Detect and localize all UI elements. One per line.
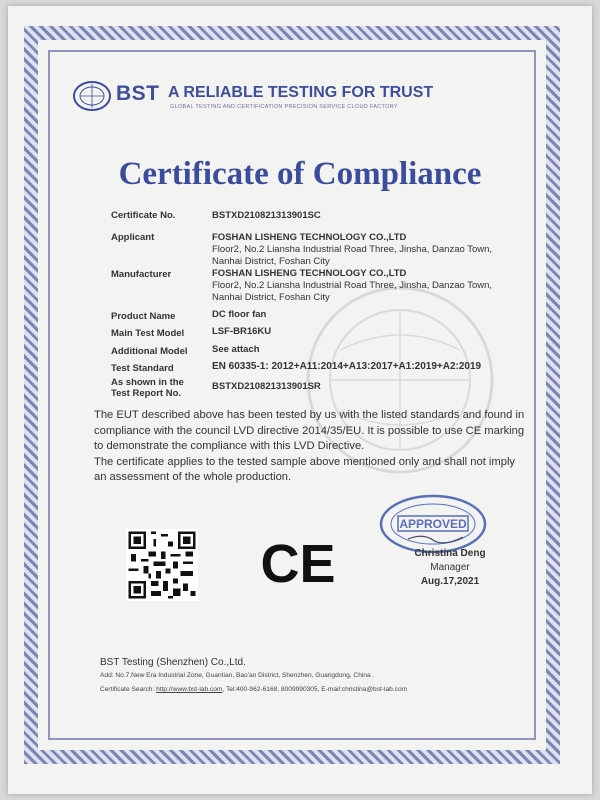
product-name-value: DC floor fan — [212, 309, 267, 320]
applicant-label: Applicant — [111, 232, 155, 243]
main-test-model-label: Main Test Model — [111, 328, 185, 339]
certificate-search-link[interactable]: http://www.bst-lab.com — [156, 686, 223, 693]
statement-line: compliance with the council LVD directive 2014/35/EU. It is possible to use CE marking — [94, 424, 525, 437]
footer-company: BST Testing (Shenzhen) Co.,Ltd. — [100, 657, 246, 668]
bst-seal-logo-icon — [72, 80, 112, 112]
additional-model-value: See attach — [212, 344, 260, 355]
manufacturer-address-line-1: Floor2, No.2 Liansha Industrial Road Three, Jinsha, Danzao Town, — [212, 280, 493, 291]
statement-line: The EUT described above has been tested by us with the listed standards and found in — [94, 409, 525, 421]
brand-subline: GLOBAL TESTING AND CERTIFICATION PRECISION SERVICE CLOUD FACTORY — [170, 104, 398, 110]
issue-date: Aug.17,2021 — [420, 576, 480, 587]
applicant-name: FOSHAN LISHENG TECHNOLOGY CO.,LTD — [212, 232, 407, 243]
manufacturer-address-line-2: Nanhai District, Foshan City — [212, 292, 330, 303]
qr-code-icon — [126, 529, 198, 601]
applicant-address-line-1: Floor2, No.2 Liansha Industrial Road Three, Jinsha, Danzao Town, — [212, 244, 493, 255]
footer-contact: , Tel:400-962-6168, 8009990305, E-mail:christina@bst-lab.com — [222, 686, 408, 693]
statement-line: The certificate applies to the tested sample above mentioned only and shall not imply — [94, 455, 516, 468]
ce-mark-icon — [258, 530, 338, 590]
manufacturer-label: Manufacturer — [111, 269, 172, 280]
footer-search-label: Certificate Search: — [100, 686, 157, 693]
certificate-no-value: BSTXD210821313901SC — [212, 210, 321, 221]
footer-search-line — [100, 686, 540, 693]
brand-name: BST — [116, 82, 160, 105]
signatory-title: Manager — [430, 562, 470, 573]
statement-line: an assessment of the whole production. — [94, 471, 292, 483]
certificate-no-label: Certificate No. — [111, 210, 176, 221]
footer-address: Add: No.7,New Era Industrial Zone, Guantian, Bao'an District, Shenzhen, Guangdong, China . — [100, 672, 375, 679]
ce-mark-text: CE — [260, 534, 336, 590]
stamp-text: APPROVED — [399, 517, 467, 531]
signatory-name: Christina Deng — [414, 548, 486, 559]
test-report-value: BSTXD210821313901SR — [212, 381, 321, 392]
applicant-address-line-2: Nanhai District, Foshan City — [212, 256, 330, 267]
statement-line: to demonstrate the compliance with this LVD Directive. — [94, 440, 365, 452]
approved-stamp-icon — [378, 493, 488, 555]
additional-model-label: Additional Model — [111, 346, 188, 357]
main-test-model-value: LSF-BR16KU — [212, 326, 272, 337]
test-standard-value: EN 60335-1: 2012+A11:2014+A13:2017+A1:2019+A2:2019 — [212, 361, 482, 372]
test-report-label-line-1: As shown in the — [111, 377, 184, 388]
compliance-statement — [94, 408, 534, 486]
brand-header — [72, 80, 492, 120]
product-name-label: Product Name — [111, 311, 176, 322]
brand-tagline: A RELIABLE TESTING FOR TRUST — [168, 84, 434, 101]
test-report-label-line-2: Test Report No. — [111, 388, 182, 399]
manufacturer-name: FOSHAN LISHENG TECHNOLOGY CO.,LTD — [212, 268, 407, 279]
certificate-title: Certificate of Compliance — [118, 156, 482, 192]
test-standard-label: Test Standard — [111, 363, 174, 374]
